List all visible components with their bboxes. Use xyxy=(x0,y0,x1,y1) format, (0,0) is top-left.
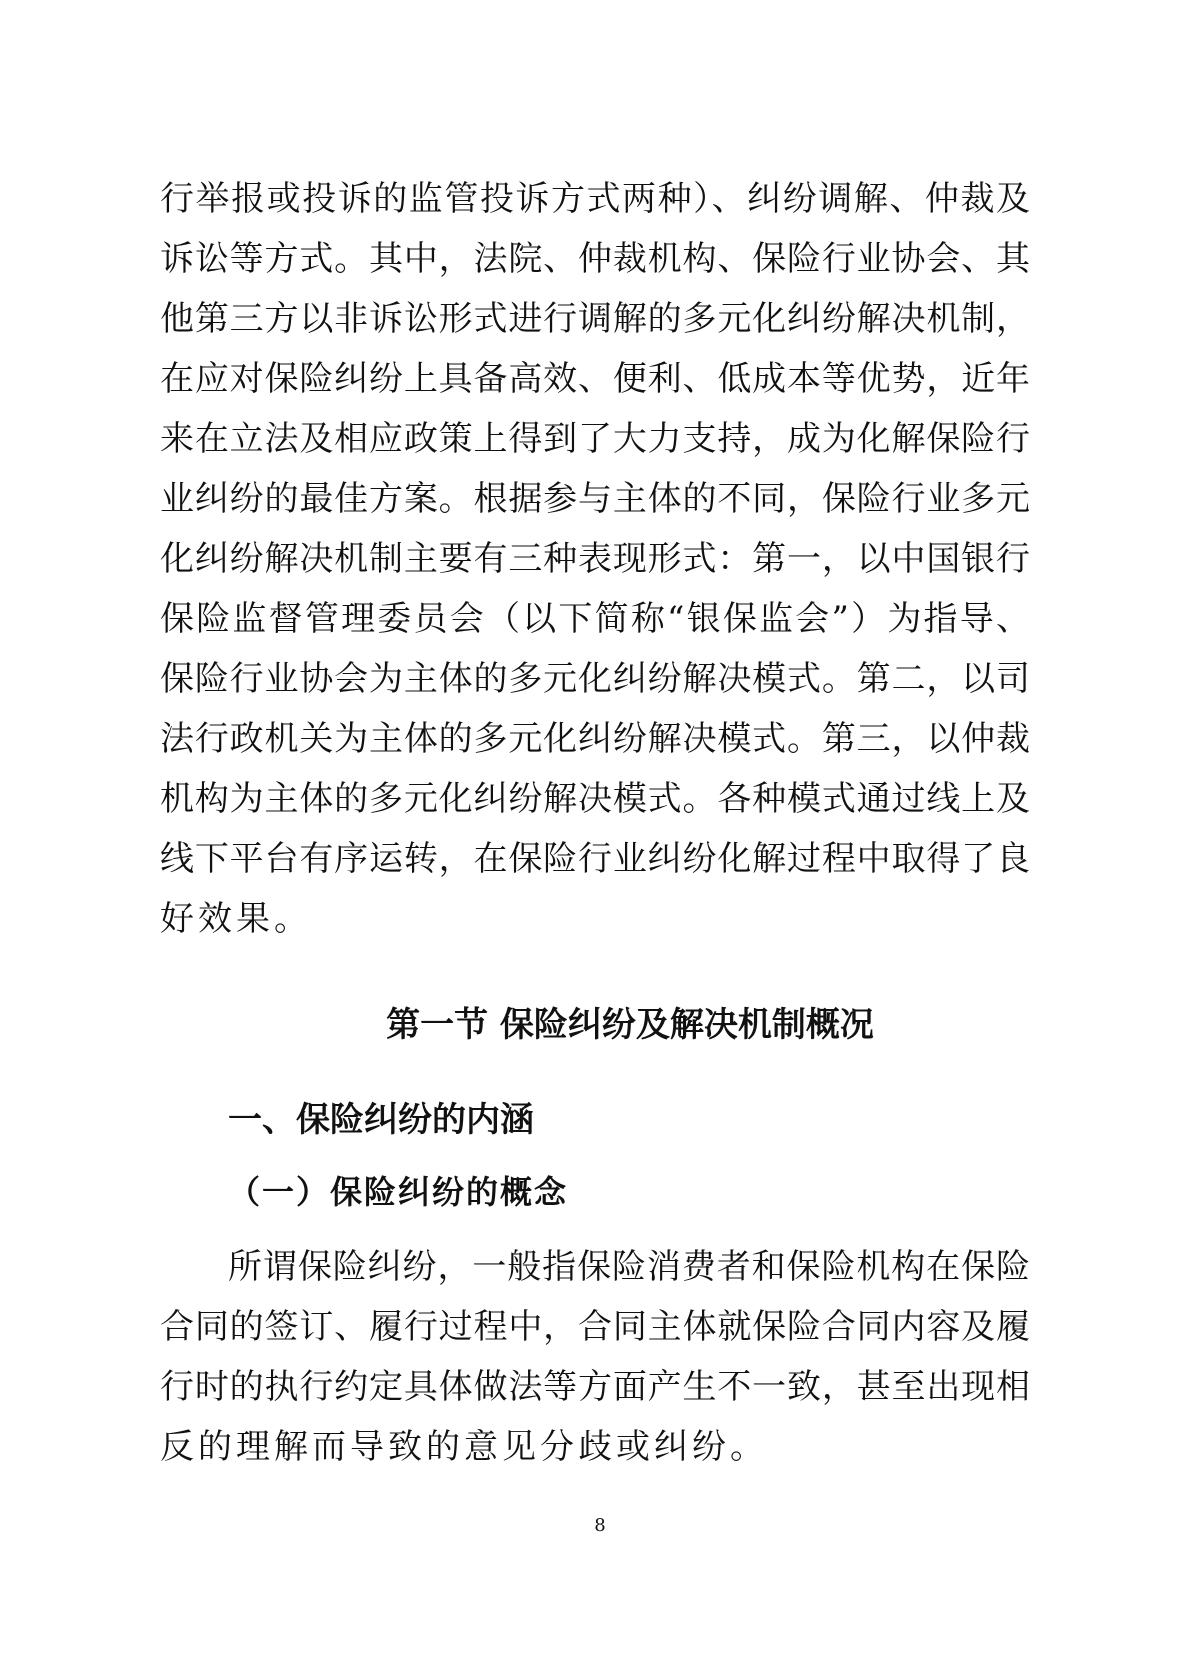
paragraph-line: 好效果。 xyxy=(160,899,312,939)
paragraph-line: 合同的签订、履行过程中，合同主体就保险合同内容及履 xyxy=(160,1307,1030,1347)
paragraph-line: 所谓保险纠纷，一般指保险消费者和保险机构在保险 xyxy=(228,1247,1030,1287)
paragraph-line: 他第三方以非诉讼形式进行调解的多元化纠纷解决机制， xyxy=(160,299,1030,339)
heading-level-2: （一）保险纠纷的概念 xyxy=(228,1173,569,1211)
paragraph-line: 来在立法及相应政策上得到了大力支持，成为化解保险行 xyxy=(160,419,1030,459)
paragraph-line: 行时的执行约定具体做法等方面产生不一致，甚至出现相 xyxy=(160,1367,1030,1407)
paragraph-line: 机构为主体的多元化纠纷解决模式。各种模式通过线上及 xyxy=(160,779,1030,819)
paragraph-line: 在应对保险纠纷上具备高效、便利、低成本等优势，近年 xyxy=(160,359,1030,399)
paragraph-line: 化纠纷解决机制主要有三种表现形式：第一，以中国银行 xyxy=(160,539,1030,579)
paragraph-line: 线下平台有序运转，在保险行业纠纷化解过程中取得了良 xyxy=(160,839,1030,879)
section-title: 第一节 保险纠纷及解决机制概况 xyxy=(386,1005,874,1045)
page-number: 8 xyxy=(594,1515,606,1536)
paragraph-line: 诉讼等方式。其中，法院、仲裁机构、保险行业协会、其 xyxy=(160,239,1030,279)
heading-level-1: 一、保险纠纷的内涵 xyxy=(228,1100,534,1140)
paragraph-line: 保险监督管理委员会（以下简称“银保监会”）为指导、 xyxy=(160,599,1030,639)
paragraph-line: 法行政机关为主体的多元化纠纷解决模式。第三，以仲裁 xyxy=(160,719,1030,759)
paragraph-line: 行举报或投诉的监管投诉方式两种）、纠纷调解、仲裁及 xyxy=(160,179,1030,219)
paragraph-line: 业纠纷的最佳方案。根据参与主体的不同，保险行业多元 xyxy=(160,479,1030,519)
paragraph-line: 保险行业协会为主体的多元化纠纷解决模式。第二，以司 xyxy=(160,659,1030,699)
paragraph-line: 反的理解而导致的意见分歧或纠纷。 xyxy=(160,1427,768,1467)
